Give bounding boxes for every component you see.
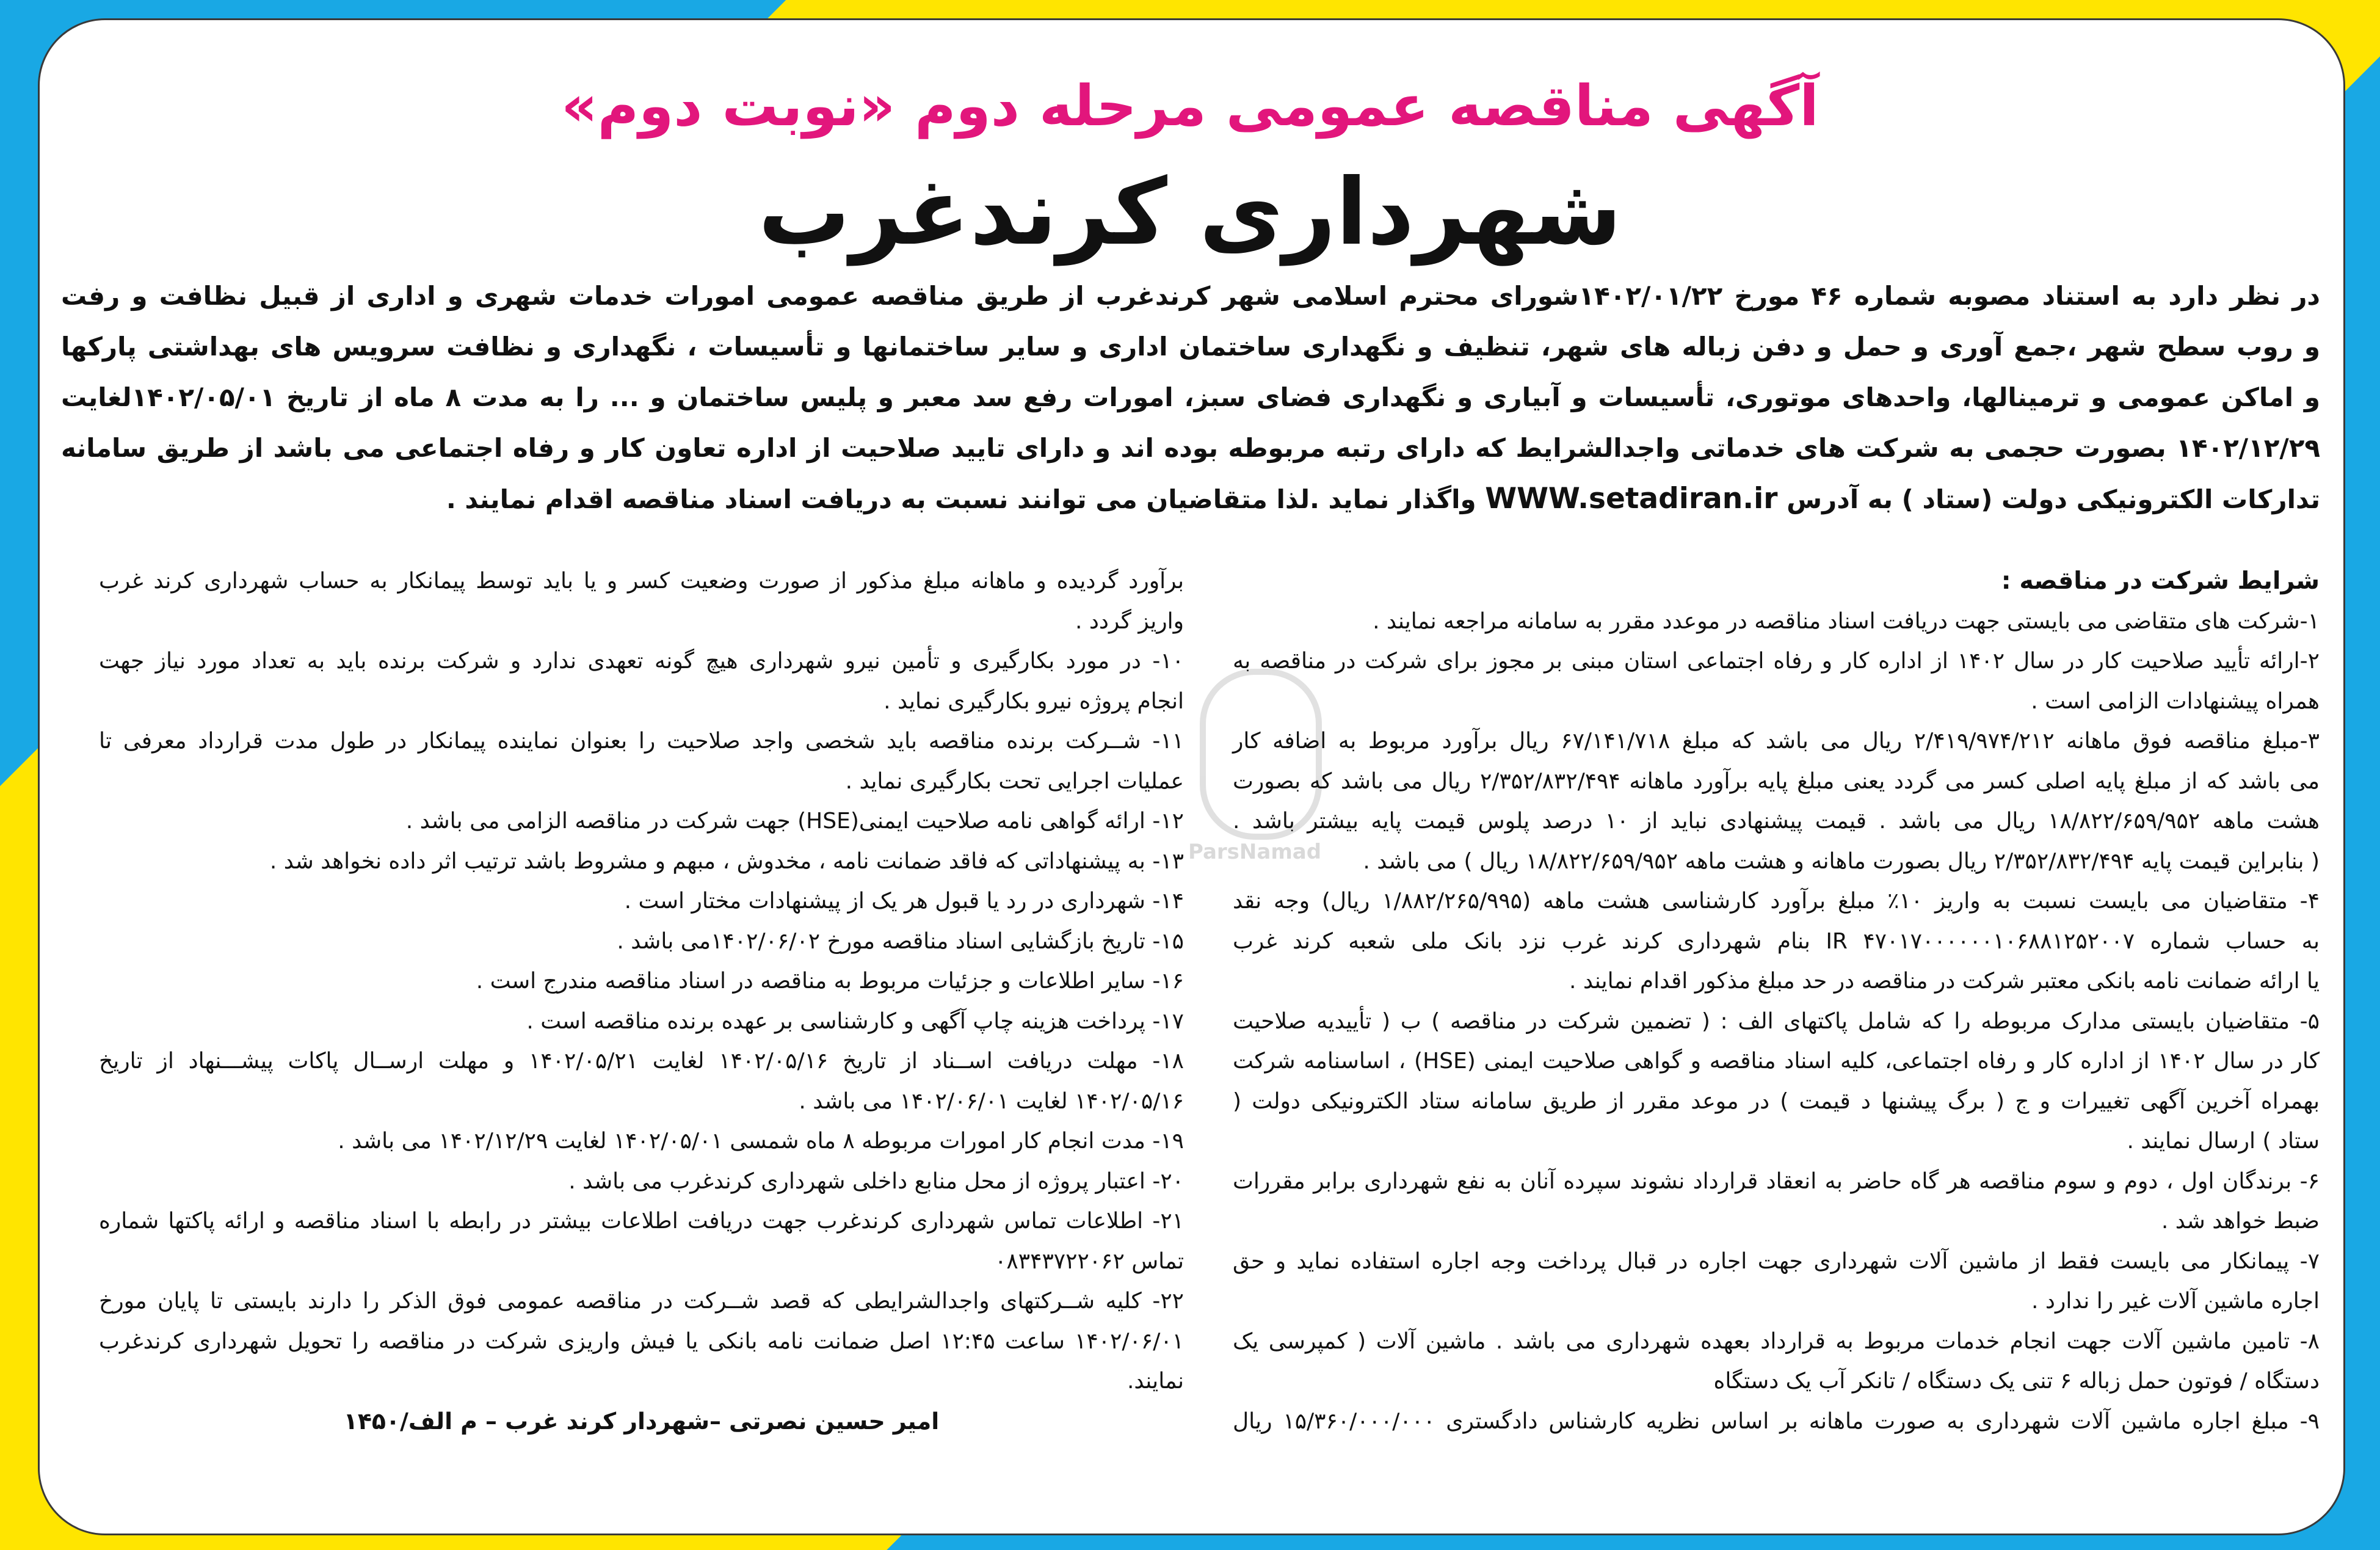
- intro-line: [61, 473, 2320, 525]
- intro-text-before-url: تدارکات الکترونیکی دولت (ستاد ) به آدرس: [1787, 484, 2320, 514]
- condition-line: ۲۰- اعتبار پروژه از محل منابع داخلی شهرداری کرندغرب می باشد .: [568, 1168, 1184, 1194]
- condition-line: می باشد که از مبلغ پایه اصلی کسر می گردد یعنی مبلغ پایه برآورد ماهانه ۲/۳۵۲/۸۳۲/۴۹۴ ریال می باشد که بصورت: [1233, 768, 2320, 794]
- condition-line: ۵- متقاضیان بایستی مدارک مربوطه را که شامل پاکتهای الف : ( تضمین شرکت در مناقصه ) ب ( تأییدیه صلاحیت: [1233, 1008, 2320, 1034]
- condition-line: ۱-شرکت های متقاضی می بایستی جهت دریافت اسناد مناقصه در موعدد مقرر به سامانه مراجعه نمایند .: [1373, 608, 2320, 634]
- condition-line: ( بنابراین قیمت پایه ۲/۳۵۲/۸۳۲/۴۹۴ ریال بصورت ماهانه و هشت ماهه ۱۸/۸۲۲/۶۵۹/۹۵۲ ریال ) می باشد .: [1363, 848, 2320, 874]
- conditions-left-column: [99, 561, 1184, 1441]
- intro-line: و اماکن عمومی و ترمینالها، واحدهای موتوری، تأسیسات و آبیاری و نگهداری فضای سبز، امورات رفع سد معبر و پلیس ساختمان و ... را به مدت ۸ ماه از تاریخ ۱۴۰۲/۰۵/۰۱لغایت: [61, 382, 2320, 412]
- conditions-heading: شرایط شرکت در مناقصه :: [2001, 567, 2320, 595]
- conditions-right-column: [1233, 561, 2320, 1441]
- signature: امیر حسین نصرتی –شهردار کرند غرب – م الف/۱۴۵۰: [343, 1407, 940, 1435]
- condition-line: ۱۷- پرداخت هزینه چاپ آگهی و کارشناسی بر عهده برنده مناقصه است .: [526, 1008, 1184, 1034]
- condition-line: ۲۲- کلیه شــرکتهای واجدالشرایطی که قصد شــرکت در مناقصه عمومی فوق الذکر را دارند بایستی تا پایان مورخ: [99, 1289, 1184, 1314]
- condition-line: تماس ۰۸۳۴۳۷۲۲۰۶۲: [995, 1248, 1184, 1274]
- condition-line: ۳-مبلغ مناقصه فوق ماهانه ۲/۴۱۹/۹۷۴/۲۱۲ ریال می باشد که مبلغ ۶۷/۱۴۱/۷۱۸ ریال برآورد مربوط به اضافه کار: [1233, 729, 2320, 754]
- condition-line: ستاد ) ارسال نمایند .: [2127, 1129, 2320, 1154]
- condition-line: یا ارائه ضمانت نامه بانکی معتبر شرکت در مناقصه در حد مبلغ مذکور اقدام نمایند .: [1569, 969, 2320, 994]
- announcement-title: آگهی مناقصه عمومی مرحله دوم «نوبت دوم»: [561, 73, 1819, 139]
- condition-line: واریز گردد .: [1075, 608, 1184, 634]
- condition-line: ۱۲- ارائه گواهی نامه صلاحیت ایمنی(HSE) جهت شرکت در مناقصه الزامی می باشد .: [405, 809, 1184, 834]
- condition-line: ۲-ارائه تأیید صلاحیت کار در سال ۱۴۰۲ از اداره کار و رفاه اجتماعی استان مبنی بر مجوز برای شرکت در مناقصه به: [1233, 649, 2320, 674]
- intro-paragraph: [61, 271, 2320, 525]
- organization-name: شهرداری کرندغرب: [758, 159, 1622, 266]
- condition-line: ۲۱- اطلاعات تماس شهرداری کرندغرب جهت دریافت اطلاعات بیشتر در رابطه با اسناد مناقصه و ارائه پاکتها شماره: [99, 1209, 1184, 1234]
- condition-line: ۱۴۰۲/۰۶/۰۱ ساعت ۱۲:۴۵ اصل ضمانت نامه بانکی یا فیش واریزی شرکت در مناقصه را تحویل شهرداری کرندغرب: [99, 1328, 1184, 1354]
- condition-line: ۱۸- مهلت دریافت اســناد از تاریخ ۱۴۰۲/۰۵/۱۶ لغایت ۱۴۰۲/۰۵/۲۱ و مهلت ارســال پاکات پیشـــنهاد از تاریخ: [99, 1049, 1184, 1074]
- condition-line: انجام پروژه نیرو بکارگیری نماید .: [883, 688, 1184, 714]
- intro-line: و روب سطح شهر ،جمع آوری و حمل و دفن زباله های شهر، تنظیف و نگهداری ساختمان اداری و سایر ساختمانها و تأسیسات ، نگهداری و نظافت سرویس های بهداشتی پارکها: [61, 332, 2320, 362]
- condition-line: ۱۹- مدت انجام کار امورات مربوطه ۸ ماه شمسی ۱۴۰۲/۰۵/۰۱ لغایت ۱۴۰۲/۱۲/۲۹ می باشد .: [338, 1129, 1184, 1154]
- condition-line: ۶- برندگان اول ، دوم و سوم مناقصه هر گاه حاضر به انعقاد قرارداد نشوند سپرده آنان به نفع شهرداری برابر مقررات: [1233, 1168, 2320, 1194]
- condition-line: به حساب شماره IR ۴۷۰۱۷۰۰۰۰۰۰۱۰۶۸۸۱۲۵۲۰۰۷ بنام شهرداری کرند غرب نزد بانک ملی شعبه کرند غرب: [1233, 928, 2320, 954]
- condition-line: دستگاه / فوتون حمل زباله ۶ تنی یک دستگاه / تانکر آب یک دستگاه: [1713, 1369, 2320, 1394]
- condition-line: برآورد گردیده و ماهانه مبلغ مذکور از صورت وضعیت کسر و یا باید توسط پیمانکار به حساب شهرداری کرند غرب: [99, 569, 1184, 594]
- intro-line: ۱۴۰۲/۱۲/۲۹ بصورت حجمی به شرکت های خدماتی واجدالشرایط که دارای رتبه مربوطه بوده اند و دارای تایید صلاحیت از اداره تعاون کار و رفاه اجتماعی می باشد از طریق سامانه: [61, 433, 2320, 463]
- condition-line: ۱۴- شهرداری در رد یا قبول هر یک از پیشنهادات مختار است .: [624, 889, 1184, 914]
- condition-line: ۱۳- به پیشنهاداتی که فاقد ضمانت نامه ، مخدوش ، مبهم و مشروط باشد ترتیب اثر داده نخواهد شد .: [269, 848, 1184, 874]
- intro-text-after-url: واگذار نماید .لذا متقاضیان می توانند نسبت به دریافت اسناد مناقصه اقدام نمایند .: [446, 484, 1476, 514]
- watermark-text: ParsNamad: [1188, 840, 1322, 864]
- condition-line: ۱۰- در مورد بکارگیری و تأمین نیرو شهرداری هیچ گونه تعهدی ندارد و شرکت برنده باید به تعداد مورد نیاز جهت: [99, 649, 1184, 674]
- condition-line: ۸- تامین ماشین آلات جهت انجام خدمات مربوط به قرارداد بعهده شهرداری می باشد . ماشین آلات ( کمپرسی یک: [1233, 1328, 2320, 1354]
- condition-line: نمایند.: [1127, 1369, 1184, 1394]
- condition-line: ۴- متقاضیان می بایست نسبت به واریز ۱۰٪ مبلغ برآورد کارشناسی هشت ماهه (۱/۸۸۲/۲۶۵/۹۹۵ ریال) وجه نقد: [1233, 889, 2320, 914]
- condition-line: ۱۴۰۲/۰۵/۱۶ لغایت ۱۴۰۲/۰۶/۰۱ می باشد .: [799, 1088, 1184, 1114]
- intro-line: در نظر دارد به استناد مصوبه شماره ۴۶ مورخ ۱۴۰۲/۰۱/۲۲شورای محترم اسلامی شهر کرندغرب از طریق مناقصه عمومی امورات خدمات شهری و اداری از قبیل نظافت و رفت: [61, 281, 2320, 311]
- condition-line: همراه پیشنهادات الزامی است .: [2031, 688, 2320, 714]
- condition-line: هشت ماهه ۱۸/۸۲۲/۶۵۹/۹۵۲ ریال می باشد . قیمت پیشنهادی نباید از ۱۰ درصد پلوس قیمت پایه بیشتر باشد .: [1233, 809, 2320, 834]
- condition-line: ۷- پیمانکار می بایست فقط از ماشین آلات شهرداری جهت اجاره در قبال پرداخت وجه اجاره استفاده نماید و حق: [1233, 1248, 2320, 1274]
- condition-line: بهمراه آخرین آگهی تغییرات و ج ( برگ پیشنها د قیمت ) در موعد مقرر از طریق سامانه ستاد الکترونیکی دولت (: [1233, 1088, 2320, 1114]
- website-url: WWW.setadiran.ir: [1485, 482, 1778, 515]
- condition-line: ۱۱- شــرکت برنده مناقصه باید شخصی واجد صلاحیت را بعنوان نماینده پیمانکار در طول مدت قرارداد معرفی تا: [99, 729, 1184, 754]
- condition-line: ضبط خواهد شد .: [2161, 1209, 2320, 1234]
- condition-line: کار در سال ۱۴۰۲ از اداره کار و رفاه اجتماعی، کلیه اسناد مناقصه و گواهی صلاحیت ایمنی (HSE) ، اساسنامه شرکت: [1233, 1049, 2320, 1074]
- condition-line: اجاره ماشین آلات غیر را ندارد .: [2031, 1289, 2320, 1314]
- condition-line: ۱۶- سایر اطلاعات و جزئیات مربوط به مناقصه در اسناد مناقصه مندرج است .: [476, 969, 1184, 994]
- condition-line: ۱۵- تاریخ بازگشایی اسناد مناقصه مورخ ۱۴۰۲/۰۶/۰۲می باشد .: [617, 928, 1184, 954]
- condition-line: ۹- مبلغ اجاره ماشین آلات شهرداری به صورت ماهانه بر اساس نظریه کارشناس دادگستری ۱۵/۳۶۰/۰۰۰/۰۰۰ ریال: [1233, 1408, 2320, 1434]
- condition-line: عملیات اجرایی تحت بکارگیری نماید .: [845, 768, 1184, 794]
